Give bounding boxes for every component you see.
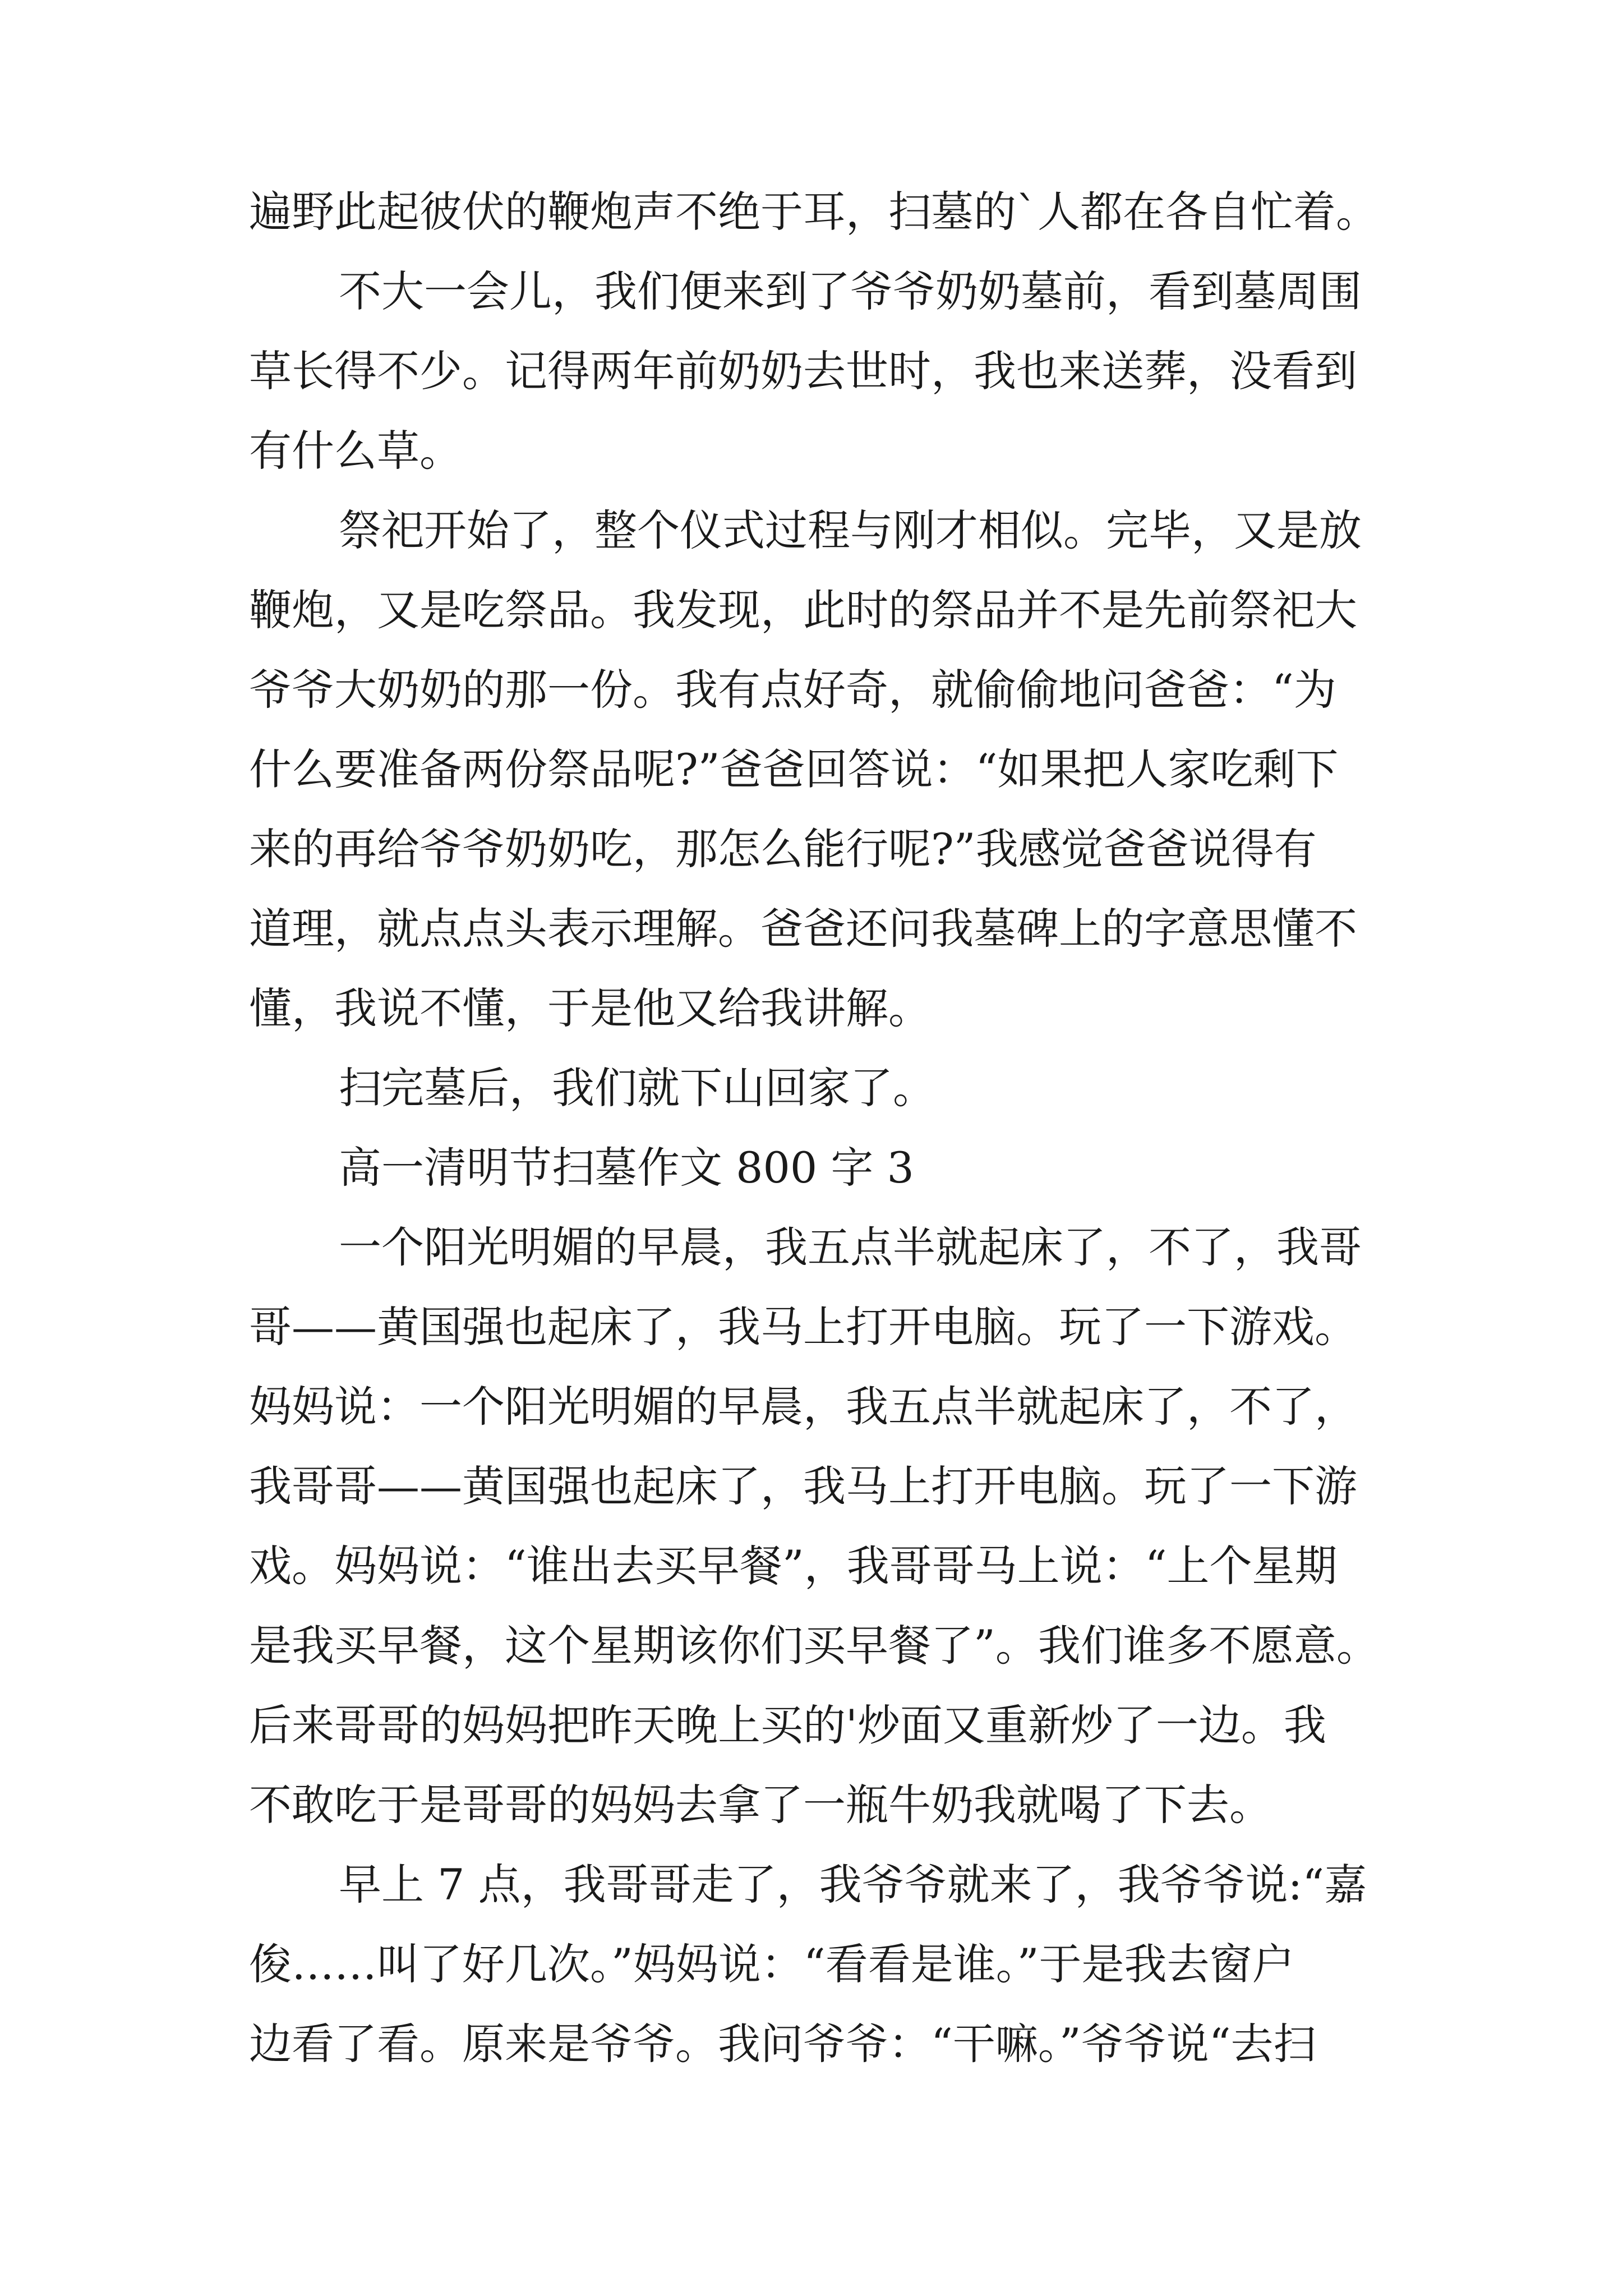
text-line: 鞭炮，又是吃祭品。我发现，此时的祭品并不是先前祭祀大	[249, 585, 1357, 635]
text-line: 道理，就点点头表示理解。爸爸还问我墓碑上的字意思懂不	[249, 904, 1357, 954]
text-line: 什么要准备两份祭品呢?”爸爸回答说：“如果把人家吃剩下	[249, 744, 1339, 794]
text-line: 边看了看。原来是爷爷。我问爷爷：“干嘛。”爷爷说“去扫	[249, 2019, 1316, 2069]
text-line: 来的再给爷爷奶奶吃，那怎么能行呢?”我感觉爸爸说得有	[249, 824, 1317, 874]
text-line: 遍野此起彼伏的鞭炮声不绝于耳，扫墓的`人都在各自忙着。	[249, 187, 1378, 237]
text-line: 哥——黄国强也起床了，我马上打开电脑。玩了一下游戏。	[249, 1302, 1357, 1352]
text-line: 爷爷大奶奶的那一份。我有点好奇，就偷偷地问爸爸：“为	[249, 665, 1336, 715]
text-line: 俊……叫了好几次。”妈妈说：“看看是谁。”于是我去窗户	[249, 1939, 1295, 1989]
section-heading: 高一清明节扫墓作文 800 字 3	[339, 1143, 914, 1193]
text-line: 妈妈说：一个阳光明媚的早晨，我五点半就起床了，不了，	[249, 1382, 1357, 1432]
text-line: 不大一会儿，我们便来到了爷爷奶奶墓前，看到墓周围	[339, 266, 1362, 316]
text-line: 早上 7 点，我哥哥走了，我爷爷就来了，我爷爷说:“嘉	[339, 1860, 1367, 1910]
text-line: 一个阳光明媚的早晨，我五点半就起床了，不了，我哥	[339, 1222, 1362, 1272]
text-line: 懂，我说不懂，于是他又给我讲解。	[249, 983, 931, 1033]
text-line: 有什么草。	[249, 426, 462, 476]
text-line: 是我买早餐，这个星期该你们买早餐了”。我们谁多不愿意。	[249, 1621, 1379, 1671]
text-line: 戏。妈妈说：“谁出去买早餐”，我哥哥马上说：“上个星期	[249, 1541, 1338, 1591]
text-line: 祭祀开始了，整个仪式过程与刚才相似。完毕，又是放	[339, 505, 1362, 555]
text-line: 我哥哥——黄国强也起床了，我马上打开电脑。玩了一下游	[249, 1461, 1357, 1511]
text-line: 扫完墓后，我们就下山回家了。	[339, 1063, 935, 1113]
text-line: 后来哥哥的妈妈把昨天晚上买的'炒面又重新炒了一边。我	[249, 1700, 1326, 1750]
text-line: 不敢吃于是哥哥的妈妈去拿了一瓶牛奶我就喝了下去。	[249, 1780, 1272, 1830]
text-line: 草长得不少。记得两年前奶奶去世时，我也来送葬，没看到	[249, 346, 1357, 396]
